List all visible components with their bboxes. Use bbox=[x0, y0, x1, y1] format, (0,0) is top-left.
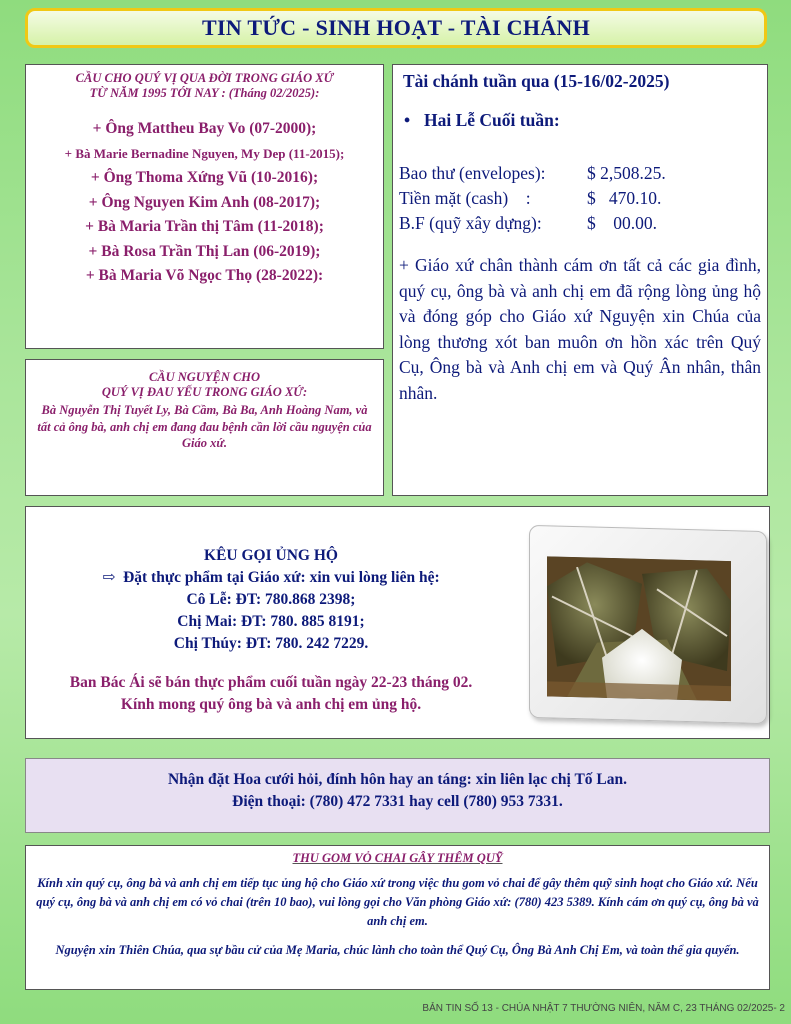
page-footer: BẢN TIN SỐ 13 - CHÚA NHẬT 7 THƯỜNG NIÊN, NĂM C, 23 THÁNG 02/2025- 2 bbox=[422, 1003, 785, 1014]
sick-header: CẦU NGUYỆN CHO QUÝ VỊ ĐAU YẾU TRONG GIÁO XỨ: bbox=[101, 370, 308, 399]
finance-title: Tài chánh tuần qua (15-16/02-2025) bbox=[403, 71, 670, 91]
list-item: + Ông Mattheu Bay Vo (07-2000); bbox=[92, 120, 317, 137]
list-item: + Bà Rosa Trần Thị Lan (06-2019); bbox=[88, 242, 321, 260]
support-heading: KÊU GỌI ỦNG HỘ bbox=[204, 547, 338, 564]
rice-cake-illustration bbox=[547, 556, 731, 701]
sick-body: Bà Nguyễn Thị Tuyết Ly, Bà Cầm, Bà Ba, Anh Hoàng Nam, và tất cả ông bà, anh chị em đang đau bệnh cần lời cầu nguyện của Giáo xứ. bbox=[37, 403, 372, 450]
deceased-prayer-box bbox=[25, 64, 384, 349]
blessing-paragraph: Nguyện xin Thiên Chúa, qua sự bầu cử của Mẹ Maria, chúc lành cho toàn thể Quý Cụ, Ông Bà Anh Chị Em, và toàn thể gia quyến. bbox=[55, 943, 740, 957]
table-row bbox=[399, 186, 761, 211]
row-label: B.F (quỹ xây dựng): bbox=[399, 213, 542, 233]
row-value: $ 00.00. bbox=[587, 213, 657, 233]
finance-thanks: + Giáo xứ chân thành cám ơn tất cả các gia đình, quý cụ, ông bà và anh chị em đã rộng lòng ủng hộ và đóng góp cho Giáo xứ Nguyện xin Chúa của lòng thương xót ban muôn ơn hồn xác trên Quý Cụ, Ông bà và Anh chị em và Quý Ân nhân, thân nhân. bbox=[399, 255, 761, 403]
sale-line: Ban Bác Ái sẽ bán thực phẩm cuối tuần ngày 22-23 tháng 02. bbox=[69, 674, 473, 691]
food-photo-frame bbox=[529, 525, 767, 724]
contact-line: Cô Lễ: ĐT: 780.868 2398; bbox=[186, 591, 356, 608]
flower-phone-line: Điện thoại: (780) 472 7331 hay cell (780) 953 7331. bbox=[232, 793, 563, 810]
row-value: $ 2,508.25. bbox=[587, 163, 666, 183]
table-row bbox=[399, 211, 761, 236]
support-content bbox=[26, 545, 516, 716]
finance-bullet: • Hai Lễ Cuối tuần: bbox=[404, 110, 560, 130]
table-row bbox=[399, 161, 761, 186]
row-label: Bao thư (envelopes): bbox=[399, 163, 546, 183]
contact-line: Chị Mai: ĐT: 780. 885 8191; bbox=[177, 613, 365, 630]
deceased-list bbox=[26, 117, 383, 289]
bullet-icon: • bbox=[404, 110, 411, 130]
finance-box bbox=[392, 64, 768, 496]
support-box bbox=[25, 506, 770, 739]
deceased-header: CẦU CHO QUÝ VỊ QUA ĐỜI TRONG GIÁO XỨ TỪ NĂM 1995 TỚI NAY : (Tháng 02/2025): bbox=[75, 71, 334, 100]
row-label: Tiền mặt (cash) : bbox=[399, 188, 531, 208]
bottle-title: THU GOM VỎ CHAI GÂY THÊM QUỸ bbox=[292, 851, 503, 865]
arrow-right-icon: ⇨ bbox=[102, 569, 116, 586]
contact-line: Chị Thúy: ĐT: 780. 242 7229. bbox=[173, 635, 369, 652]
list-item: + Bà Marie Bernadine Nguyen, My Dep (11-2015); bbox=[64, 145, 345, 161]
row-value: $ 470.10. bbox=[587, 188, 662, 208]
flower-line: Nhận đặt Hoa cưới hỏi, đính hôn hay an táng: xin liên lạc chị Tố Lan. bbox=[167, 771, 628, 788]
flower-order-box bbox=[25, 758, 770, 833]
sick-prayer-box bbox=[25, 359, 384, 496]
finance-table bbox=[399, 161, 761, 236]
page-title: TIN TỨC - SINH HOẠT - TÀI CHÁNH bbox=[201, 15, 591, 40]
list-item: + Ông Nguyen Kim Anh (08-2017); bbox=[88, 193, 321, 211]
list-item: + Bà Maria Trần thị Tâm (11-2018); bbox=[85, 218, 324, 235]
bottle-collection-box bbox=[25, 845, 770, 990]
support-order-line: ⇨ Đặt thực phẩm tại Giáo xứ: xin vui lòng liên hệ: bbox=[102, 569, 440, 586]
rice-cake-photo bbox=[547, 556, 731, 701]
list-item: + Bà Maria Võ Ngọc Thọ (28-2022): bbox=[85, 267, 324, 284]
list-item: + Ông Thoma Xứng Vũ (10-2016); bbox=[90, 169, 319, 186]
bottle-paragraph: Kính xin quý cụ, ông bà và anh chị em tiếp tục ủng hộ cho Giáo xứ trong việc thu gom vỏ chai để gây thêm quỹ sinh hoạt cho Giáo xứ. Nếu quý cụ, ông bà và anh chị em có vỏ chai (trên 10 bao), vui lòng gọi cho Văn phòng Giáo xứ: (780) 423 5389. Kính cám ơn quý cụ, ông bà và anh chị em. bbox=[36, 876, 759, 928]
sale-line: Kính mong quý ông bà và anh chị em ủng hộ. bbox=[120, 696, 422, 713]
page-title-banner bbox=[25, 8, 767, 48]
